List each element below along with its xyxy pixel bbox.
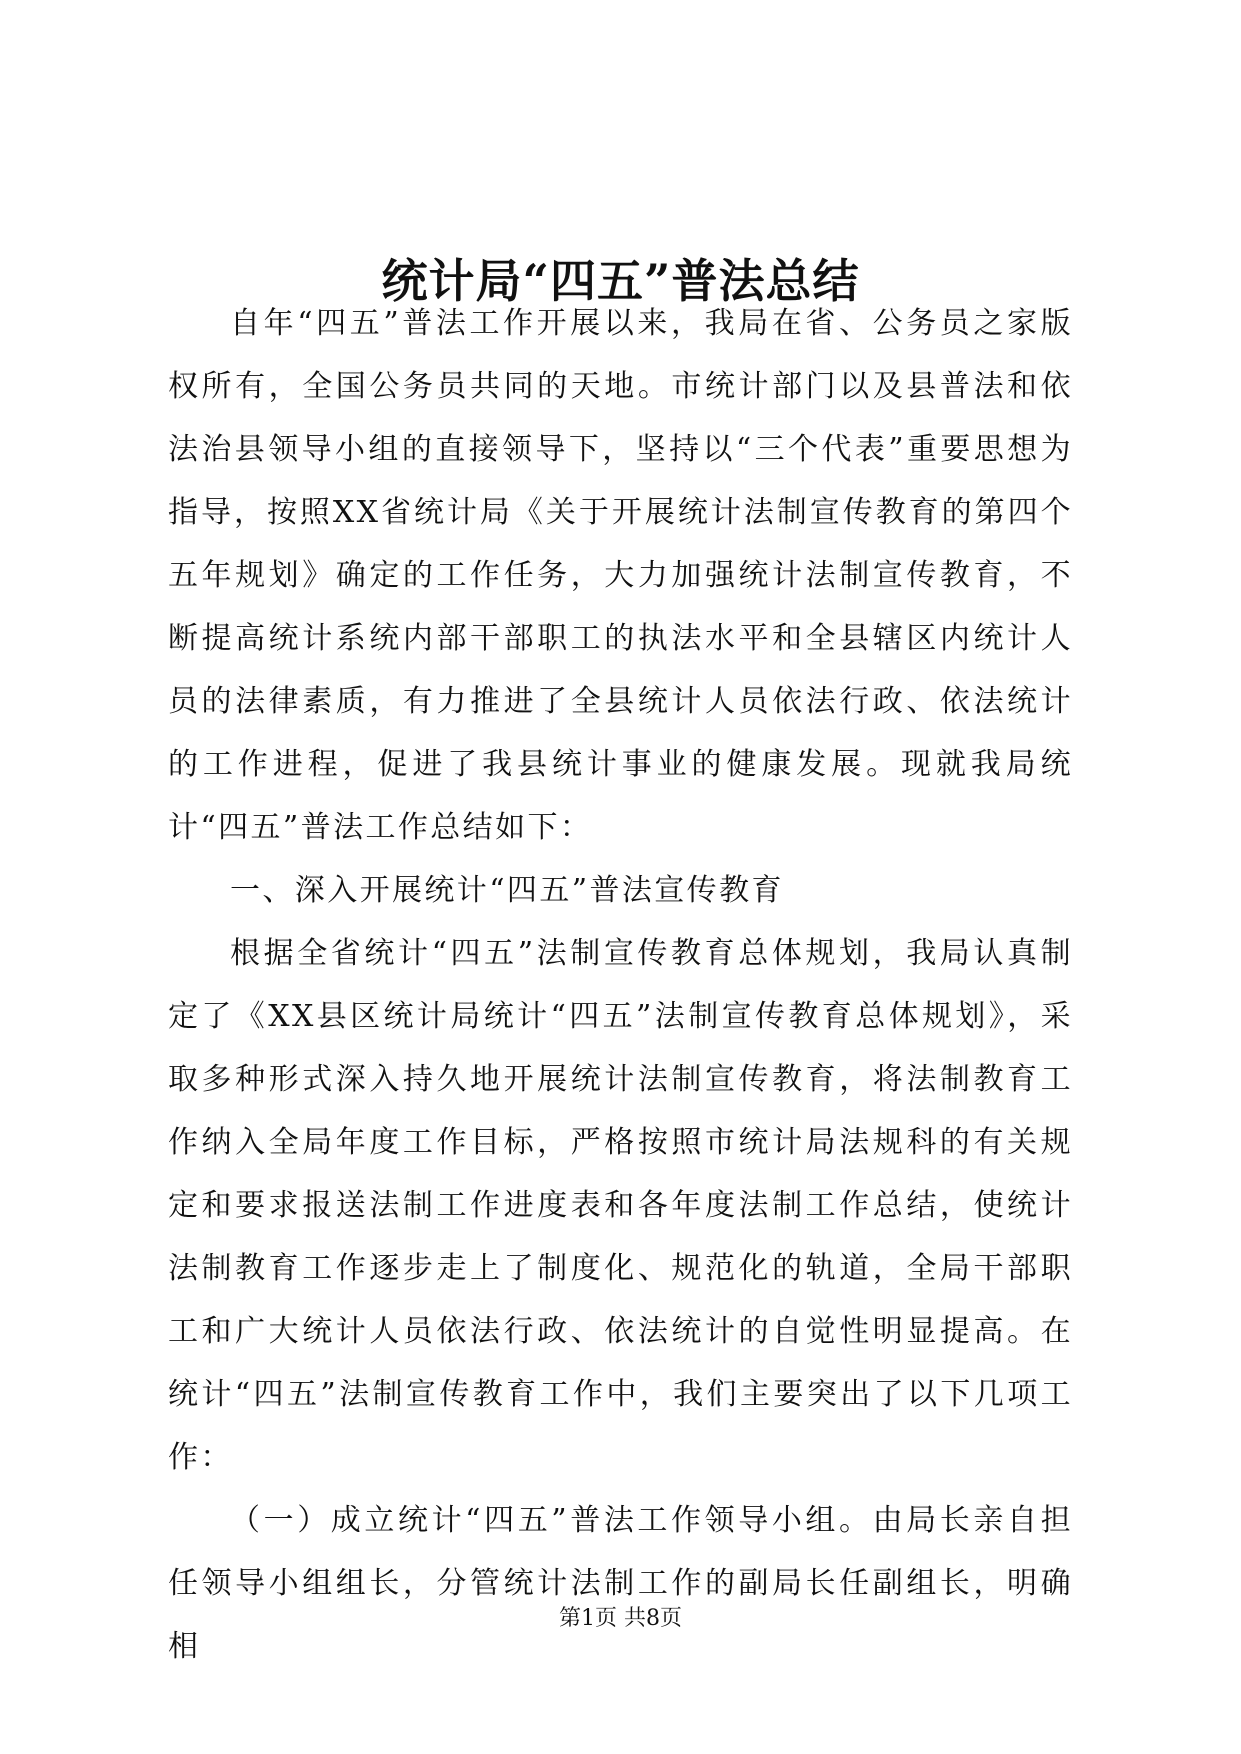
paragraph-subsection-1: （一）成立统计“四五”普法工作领导小组。由局长亲自担任领导小组组长，分管统计法制工作的副局长任副组长，明确相 [168,1503,1073,1664]
section-heading-1: 一、深入开展统计“四五”普法宣传教育 [230,873,784,908]
paragraph-intro: 自年“四五”普法工作开展以来，我局在省、公务员之家版权所有，全国公务员共同的天地。市统计部门以及县普法和依法治县领导小组的直接领导下，坚持以“三个代表”重要思想为指导，按照XX省统计局《关于开展统计法制宣传教育的第四个五年规划》确定的工作任务，大力加强统计法制宣传教育，不断提高统计系统内部干部职工的执法水平和全县辖区内统计人员的法律素质，有力推进了全县统计人员依法行政、依法统计的工作进程，促进了我县统计事业的健康发展。现就我局统计“四五”普法工作总结如下： [168,306,1073,845]
page-number: 第1页 共8页 [559,1606,682,1631]
document-body [168,292,1073,1678]
document-title: 统计局“四五”普法总结 [381,253,860,308]
paragraph-section-1: 根据全省统计“四五”法制宣传教育总体规划，我局认真制定了《XX县区统计局统计“四五”法制宣传教育总体规划》，采取多种形式深入持久地开展统计法制宣传教育，将法制教育工作纳入全局年度工作目标，严格按照市统计局法规科的有关规定和要求报送法制工作进度表和各年度法制工作总结，使统计法制教育工作逐步走上了制度化、规范化的轨道，全局干部职工和广大统计人员依法行政、依法统计的自觉性明显提高。在统计“四五”法制宣传教育工作中，我们主要突出了以下几项工作： [168,936,1073,1475]
